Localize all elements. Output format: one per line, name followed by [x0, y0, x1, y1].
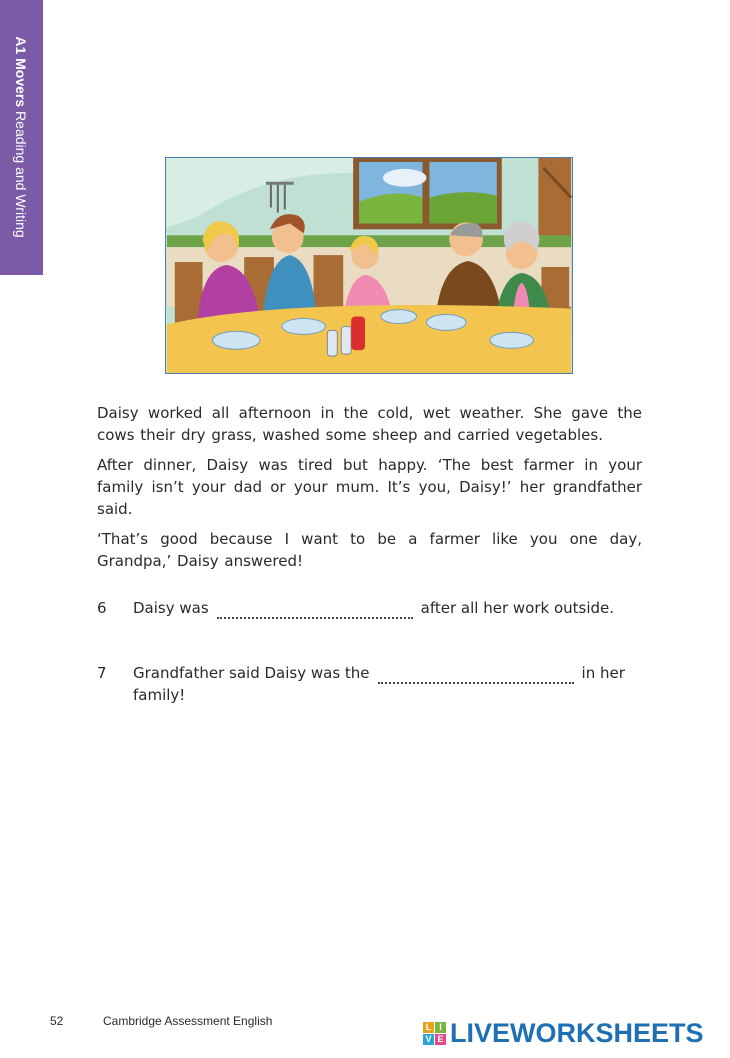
section-side-tab: [0, 0, 43, 275]
logo-letter-l: L: [423, 1022, 434, 1033]
question-7: [97, 662, 642, 706]
section-label: Reading and Writing: [13, 111, 29, 238]
story-text: [97, 402, 642, 580]
logo-letter-e: E: [435, 1034, 446, 1045]
question-text-before: Grandfather said Daisy was the: [133, 664, 370, 682]
logo-letter-v: V: [423, 1034, 434, 1045]
family-dinner-illustration: [165, 157, 573, 374]
question-text-before: Daisy was: [133, 599, 209, 617]
question-text-after: after all her work outside.: [420, 599, 615, 617]
question-number: 7: [97, 664, 107, 682]
question-text-after: in her family!: [133, 664, 625, 704]
question-6: [97, 597, 642, 619]
level-label: A1 Movers: [13, 36, 29, 108]
story-paragraph-3: ‘That’s good because I want to be a farmer like you one day, Grandpa,’ Daisy answered!: [97, 530, 642, 570]
publisher-name: Cambridge Assessment English: [103, 1014, 273, 1028]
liveworksheets-wordmark: LIVEWORKSHEETS: [450, 1017, 704, 1048]
side-tab-label: [13, 36, 29, 237]
answer-input-7[interactable]: [378, 666, 574, 684]
story-paragraph-1: Daisy worked all afternoon in the cold, wet weather. She gave the cows their dry grass, washed some sheep and carried vegetables.: [97, 404, 642, 444]
liveworksheets-logo[interactable]: [423, 1018, 704, 1048]
question-number: 6: [97, 599, 107, 617]
logo-letter-i: I: [435, 1022, 446, 1033]
page-number: 52: [50, 1014, 64, 1028]
story-paragraph-2: After dinner, Daisy was tired but happy. ‘The best farmer in your family isn’t your dad or your mum. It’s you, Daisy!’ her grandfather said.: [97, 456, 642, 518]
liveworksheets-icon: [423, 1022, 446, 1045]
answer-input-6[interactable]: [217, 601, 413, 619]
